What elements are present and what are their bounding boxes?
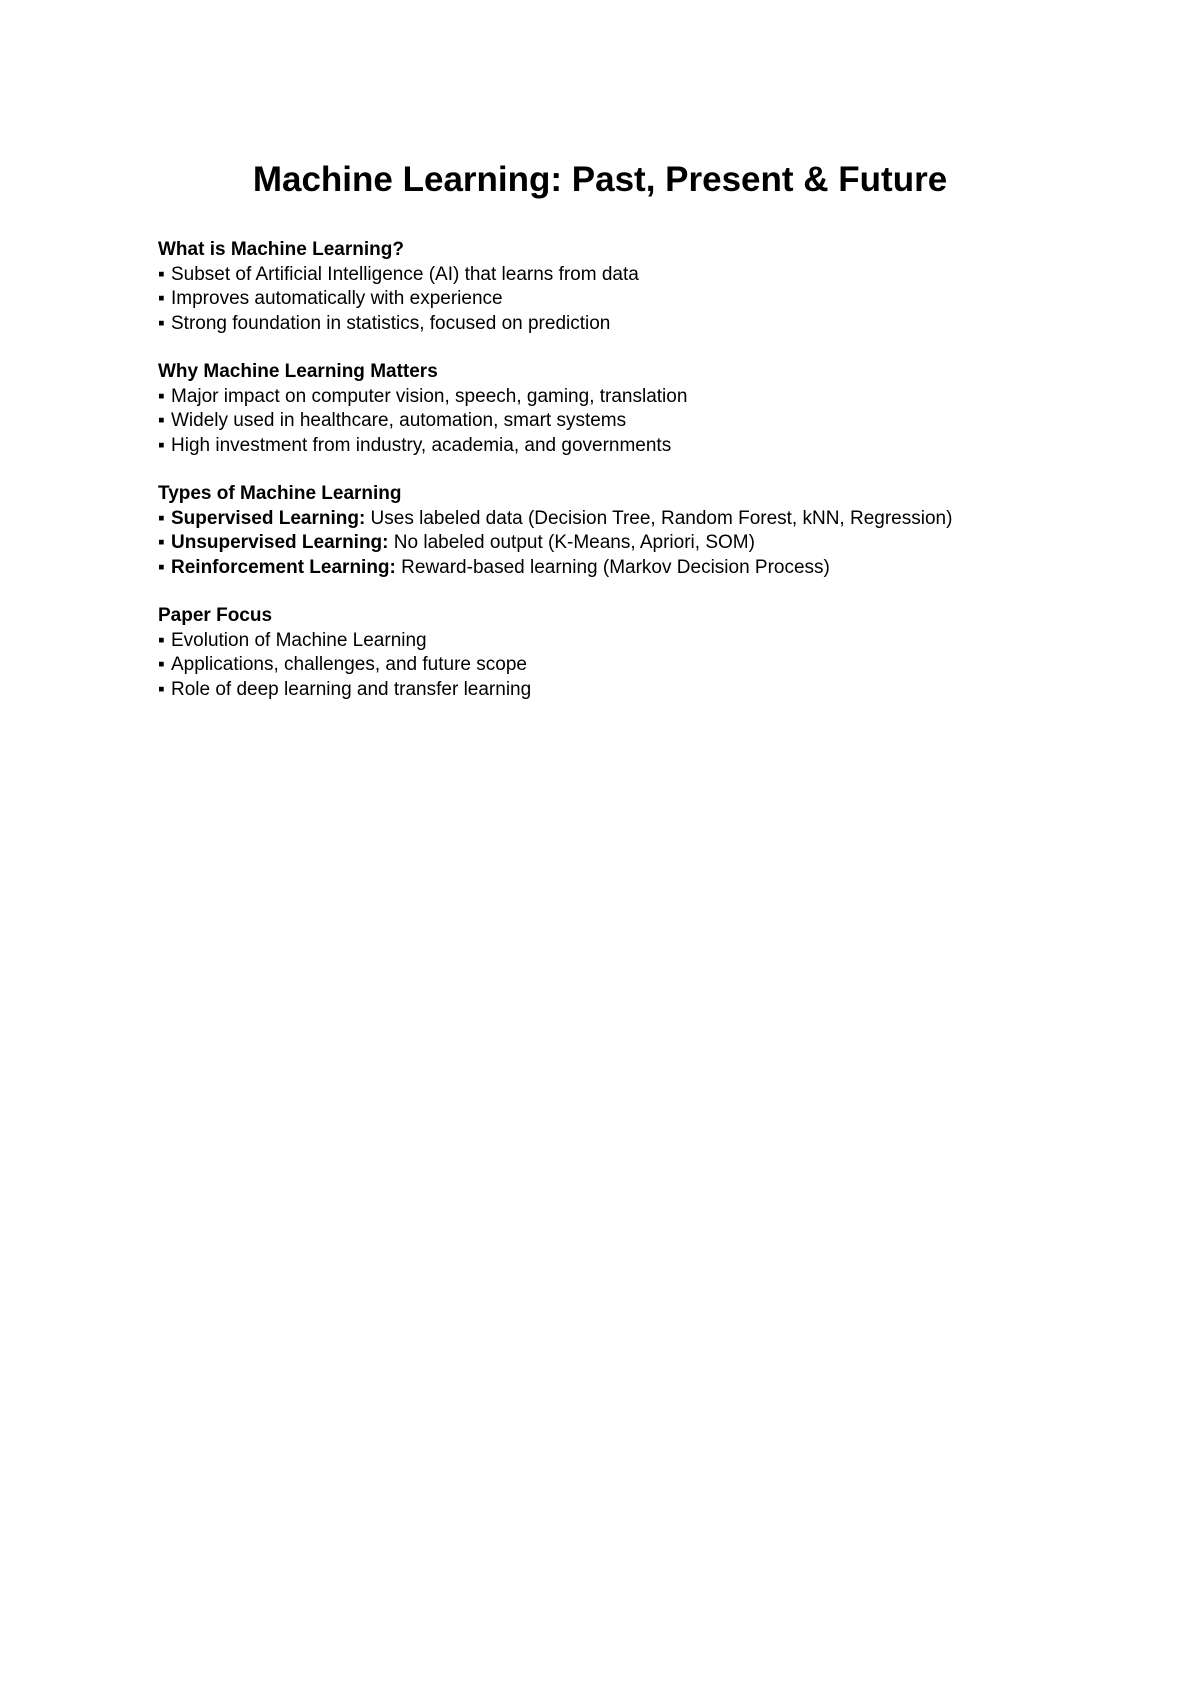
list-item-text: Applications, challenges, and future scope: [171, 654, 527, 675]
list-item: [158, 507, 1058, 532]
list-item-text: Major impact on computer vision, speech, gaming, translation: [171, 385, 688, 407]
list-item-text: No labeled output (K-Means, Apriori, SOM): [388, 532, 755, 553]
bullet-icon: ▪: [158, 556, 165, 578]
page-title: Machine Learning: Past, Present & Future: [252, 160, 948, 199]
list-item-term: Unsupervised Learning:: [171, 532, 389, 553]
list-item: [158, 263, 1058, 288]
list-item-term: Reinforcement Learning:: [171, 556, 396, 578]
bullet-list: [158, 507, 1058, 581]
section-heading: What is Machine Learning?: [158, 239, 404, 260]
bullet-icon: ▪: [158, 654, 165, 675]
list-item-term: Supervised Learning:: [171, 507, 366, 529]
list-item-text: Improves automatically with experience: [171, 288, 503, 309]
list-item: [158, 312, 1058, 337]
list-item-text: Strong foundation in statistics, focused on prediction: [171, 312, 611, 334]
list-item-text: High investment from industry, academia, and governments: [171, 434, 672, 456]
list-item-text: Role of deep learning and transfer learning: [171, 678, 532, 700]
section-heading: Why Machine Learning Matters: [158, 361, 438, 382]
list-item: [158, 678, 1058, 703]
list-item-text: Subset of Artificial Intelligence (AI) that learns from data: [171, 263, 639, 285]
bullet-icon: ▪: [158, 312, 165, 334]
bullet-icon: ▪: [158, 385, 165, 407]
section-why-ml-matters: [158, 360, 1058, 458]
bullet-icon: ▪: [158, 678, 165, 700]
list-item: [158, 629, 1058, 654]
bullet-list: [158, 263, 1058, 337]
list-item: [158, 556, 1058, 581]
section-what-is-ml: [158, 238, 1058, 336]
list-item: [158, 385, 1058, 410]
list-item: [158, 531, 1058, 556]
bullet-icon: ▪: [158, 263, 165, 285]
bullet-list: [158, 629, 1058, 703]
bullet-list: [158, 385, 1058, 459]
list-item: [158, 653, 1058, 678]
bullet-icon: ▪: [158, 410, 165, 431]
list-item-text: Uses labeled data (Decision Tree, Random Forest, kNN, Regression): [365, 507, 953, 529]
list-item: [158, 409, 1058, 434]
list-item-text: Widely used in healthcare, automation, smart systems: [171, 410, 627, 431]
section-heading: Paper Focus: [158, 605, 273, 626]
section-heading: Types of Machine Learning: [158, 483, 402, 504]
section-paper-focus: [158, 604, 1058, 702]
section-types-of-ml: [158, 482, 1058, 580]
bullet-icon: ▪: [158, 288, 165, 309]
document-body: [158, 238, 1058, 726]
list-item: [158, 287, 1058, 312]
list-item-text: Evolution of Machine Learning: [171, 629, 427, 651]
list-item-text: Reward-based learning (Markov Decision Process): [395, 556, 830, 578]
bullet-icon: ▪: [158, 629, 165, 651]
bullet-icon: ▪: [158, 507, 165, 529]
bullet-icon: ▪: [158, 434, 165, 456]
list-item: [158, 434, 1058, 459]
bullet-icon: ▪: [158, 532, 165, 553]
